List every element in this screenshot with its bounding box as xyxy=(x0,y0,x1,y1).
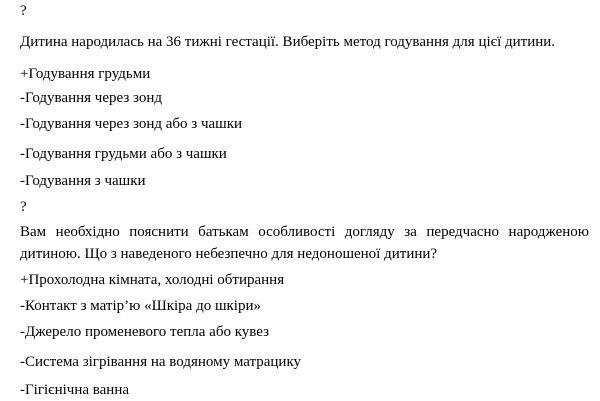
answer-option: -Гігієнічна ванна xyxy=(20,382,130,398)
question-text: Вам необхідно пояснити батькам особливості догляду за передчасно народженою дитиною. Що з наведеного небезпечно для недоношеної дитини? xyxy=(20,224,589,262)
answer-option: -Система зігрівання на водяному матрацику xyxy=(20,354,302,370)
answer-option: -Джерело променевого тепла або кувез xyxy=(20,324,270,340)
answer-option: +Годування грудьми xyxy=(20,66,151,82)
question-marker: ? xyxy=(20,199,27,215)
question-marker: ? xyxy=(20,3,27,19)
answer-option: -Контакт з матір’ю «Шкіра до шкіри» xyxy=(20,298,261,314)
answer-option: -Годування грудьми або з чашки xyxy=(20,146,227,162)
answer-option: -Годування через зонд xyxy=(20,90,163,106)
question-text: Дитина народилась на 36 тижні гестації. Виберіть метод годування для цієї дитини. xyxy=(20,34,556,50)
answer-option: +Прохолодна кімната, холодні обтирання xyxy=(20,272,285,288)
answer-option: -Годування з чашки xyxy=(20,173,146,189)
answer-option: -Годування через зонд або з чашки xyxy=(20,116,243,132)
